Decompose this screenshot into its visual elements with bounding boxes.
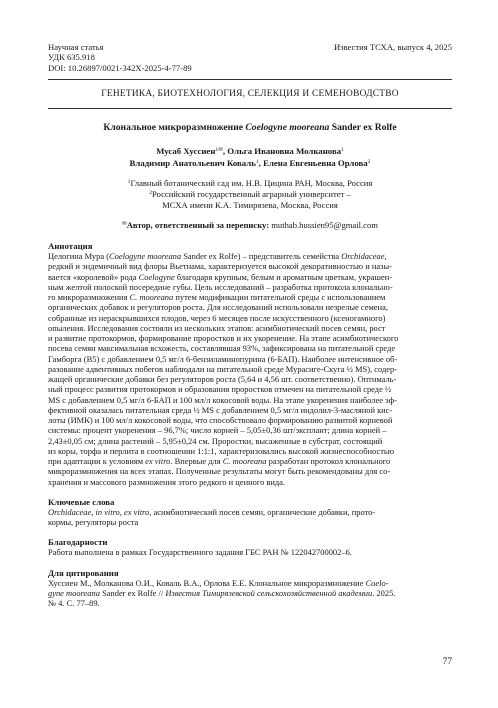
envelope-icon: ✉ — [122, 221, 127, 228]
doi: DOI: 10.26897/0021-342X-2025-4-77-89 — [48, 62, 192, 73]
abstract-line: Целогина Мура (Coelogyne mooreana Sander ex Rolfe) – представитель семейства Orchidaceae, — [48, 251, 387, 262]
citation-line: Хуссиен М., Молканова О.И., Коваль В.А., Орлова Е.Е. Клональное микроразмножение Coelo- — [48, 577, 389, 588]
header-row — [48, 42, 452, 52]
abstract-heading: Аннотация — [48, 241, 93, 252]
affiliations: $^1$Главный ботанический сад им. Н.В. Цицина РАН, Москва, Россия $^2$Российский государственный аграрный университет – МСХА имени К.А. Тимирязева, Москва, Россия — [127, 178, 373, 211]
article-title: Клональное микроразмножение Coelogyne mooreana Sander ex Rolfe — [103, 122, 397, 134]
abstract-line: редкий и эндемичный вид флоры Вьетнама, характеризуется высокой декоративностью и назы- — [48, 261, 392, 272]
abstract-line: ным желтой полоской посередине губы. Цель исследований – разработка протокола клонально- — [48, 281, 393, 292]
keywords-line: кормы, регуляторы роста — [48, 517, 139, 528]
abstract-line: посева семян максимальная всхожесть, составлявшая 93%, зафиксирована на питательной среде — [48, 343, 396, 354]
abstract-line: 2,43±0,05 см; длина растений – 5,95±0,24 см. Проростки, высаженные в субстрат, состоящий — [48, 435, 383, 446]
abstract-line: органических добавок и регуляторов роста. Для исследований использовали незрелые семена, — [48, 302, 388, 313]
abstract-line: хранения и массового размножения этого редкого и ценного вида. — [48, 476, 286, 487]
abstract-line: системы: процент укоренения – 96,7%; число корней – 5,05±0,36 шт/эксплант; длина корней – — [48, 425, 387, 436]
citation-line: № 4. С. 77–89. — [48, 598, 100, 609]
section-title: ГЕНЕТИКА, БИОТЕХНОЛОГИЯ, СЕЛЕКЦИЯ И СЕМЕНОВОДСТВО — [101, 89, 399, 100]
abstract-body — [48, 251, 452, 487]
abstract-line: вается «королевой» рода Coelogyne благодаря крупным, белым и ароматным цветкам, украшен- — [48, 271, 393, 282]
acknowledgments-heading: Благодарности — [48, 537, 108, 548]
abstract-line: разование адвентивных побегов наблюдали на питательной среде Мурасиге-Скуга ½ MS), содер- — [48, 363, 398, 374]
abstract-line: лоты (ИМК) и 100 мл/л кокосовой воды, что способствовало формированию развитой корневой — [48, 415, 393, 426]
correspondence: ✉Автор, ответственный за переписку: muthab.hussien95@gmail.com — [122, 220, 378, 231]
abstract-line: MS с добавлением 0,5 мг/л 6-БАП и 100 мл/л кокосовой воды. На этапе укоренения наиболее эф- — [48, 394, 397, 405]
citation-heading: Для цитирования — [48, 567, 119, 578]
abstract-line: и развитие протокормов, формирование проростков и их укоренение. На этапе асимбиотического — [48, 333, 399, 344]
top-divider — [48, 79, 452, 80]
keywords-heading: Ключевые слова — [48, 496, 115, 507]
email-link[interactable]: muthab.hussien95@gmail.com — [269, 220, 378, 231]
abstract-line: жащей органические добавки без регуляторов роста (5,64 и 4,56 шт. соответственно). Оптималь- — [48, 374, 397, 385]
abstract-line: при адаптации к условиям ex vitro. Впервые для C. mooreana разработан протокол клонального — [48, 456, 391, 467]
abstract-line: го микроразмножения C. mooreana путем модификации питательной среды с использованием — [48, 292, 386, 303]
acknowledgments-text: Работа выполнена в рамках Государственного задания ГБС РАН № 122042700002–6. — [48, 547, 352, 558]
abstract-line: из коры, торфа и перлита в соотношении 1:1:1, характеризовались высокой жизнеспособностью — [48, 445, 395, 456]
abstract-line: микроразмножения на всех этапах. Полученные результаты могут быть рекомендованы для со- — [48, 466, 391, 477]
article-page — [48, 42, 452, 608]
citation-line: gyne mooreana Sander ex Rolfe // Известия Тимирязевской сельскохозяйственной академии. 2025. — [48, 587, 396, 598]
article-type: Научная статья — [48, 42, 104, 52]
abstract-line: опыления. Исследования состояли из нескольких этапов: асимбиотический посев семян, рост — [48, 322, 386, 333]
udc: УДК 635.918 — [48, 52, 95, 63]
page-number: 77 — [442, 657, 452, 667]
abstract-line: собранные из нераскрывшихся плодов, через 6 месяцев после искусственного (ксеногамного) — [48, 312, 386, 323]
keywords-line: Orchidaceae, in vitro, ex vitro, асимбиотический посев семян, органические добавки, прото- — [48, 506, 376, 517]
journal-issue: Известия ТСХА, выпуск 4, 2025 — [333, 42, 452, 52]
abstract-line: фективной оказалась питательная среда ½ MS с добавлением 0,5 мг/л индолил-3-масляной кис- — [48, 404, 393, 415]
authors: Мусаб Хуссиен$^{1✉}$, Ольга Ивановна Молканова$^1$ Владимир Анатольевич Коваль$^1$, Елена Евгеньевна Орлова$^2$ — [129, 146, 371, 168]
abstract-line: ный процесс развития протокормов и образования проростков отмечен на питательной среде ½ — [48, 384, 392, 395]
section-divider — [48, 108, 452, 109]
abstract-line: Гамборга (B5) с добавлением 0,5 мг/л 6-бензиламинопурина (6-БАП). Наиболее интенсивное об- — [48, 353, 398, 364]
